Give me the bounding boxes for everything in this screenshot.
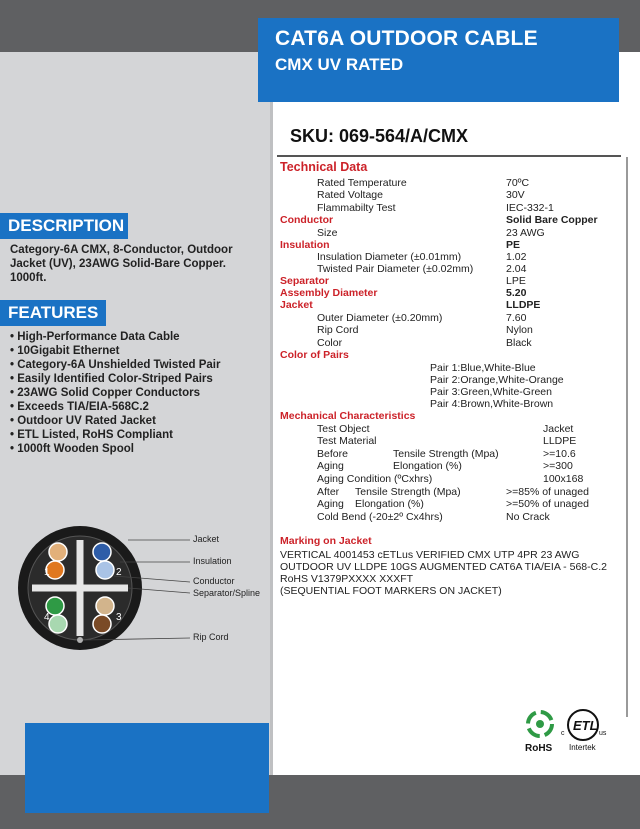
pair-number-2: 2 <box>116 567 122 578</box>
label-separator: Separator/Spline <box>193 588 261 598</box>
conductor-blue <box>93 543 111 561</box>
label-insulation: Insulation <box>193 556 232 566</box>
bottom-blue-block <box>25 723 269 813</box>
spec-label: Rated Temperature <box>317 177 407 189</box>
spec-value: IEC-332-1 <box>506 202 554 214</box>
spec-value: >=300 <box>543 460 573 472</box>
spec-label: Aging <box>317 498 344 510</box>
feature-item: • Category-6A Unshielded Twisted Pair <box>10 358 220 372</box>
conductor-brown <box>93 615 111 633</box>
spec-value: >=10.6 <box>543 448 576 460</box>
page-subtitle: CMX UV RATED <box>275 55 404 74</box>
spec-value: >=50% of unaged <box>506 498 589 510</box>
feature-item: • 10Gigabit Ethernet <box>10 344 220 358</box>
intertek-text: Intertek <box>569 743 596 752</box>
feature-item: • Outdoor UV Rated Jacket <box>10 414 220 428</box>
conductor-white-blue <box>96 561 114 579</box>
marking-line: VERTICAL 4001453 cETLus VERIFIED CMX UTP 4PR 23 AWG <box>280 549 580 561</box>
label-rip-cord: Rip Cord <box>193 632 229 642</box>
feature-item: • ETL Listed, RoHS Compliant <box>10 428 220 442</box>
spec-label: Color <box>317 337 343 349</box>
cable-cross-section-diagram <box>10 520 265 660</box>
spec-label: Rip Cord <box>317 324 359 336</box>
pair-number-4: 4 <box>44 612 50 623</box>
spec-value: 7.60 <box>506 312 527 324</box>
pair-color: Pair 4:Brown,White-Brown <box>430 398 554 410</box>
mechanical-heading: Mechanical Characteristics <box>280 410 416 422</box>
spec-value: 70ºC <box>506 177 530 189</box>
left-divider <box>270 102 273 775</box>
svg-text:ETL: ETL <box>573 718 598 733</box>
spec-value: 1.02 <box>506 251 527 263</box>
title-box <box>258 18 619 102</box>
spec-value: Solid Bare Copper <box>506 214 598 226</box>
marking-line: (SEQUENTIAL FOOT MARKERS ON JACKET) <box>280 585 502 597</box>
spec-label: Size <box>317 227 338 239</box>
spec-label: Aging Condition (ºCxhrs) <box>317 473 433 485</box>
spec-section-label: Jacket <box>280 299 313 311</box>
etl-c-text: c <box>561 730 565 737</box>
spec-value: LLDPE <box>543 435 577 447</box>
spec-value: Black <box>506 337 532 349</box>
spec-value: LPE <box>506 275 526 287</box>
spec-value: 100x168 <box>543 473 584 485</box>
label-jacket: Jacket <box>193 534 220 544</box>
feature-item: • 23AWG Solid Copper Conductors <box>10 386 220 400</box>
page-title: CAT6A OUTDOOR CABLE <box>275 27 538 50</box>
conductor-white-brown <box>96 597 114 615</box>
rip-cord <box>77 637 83 643</box>
spec-label: Before <box>317 448 348 460</box>
sku-divider <box>277 155 621 157</box>
pair-number-3: 3 <box>116 612 122 623</box>
spec-label: Outer Diameter (±0.20mm) <box>317 312 443 324</box>
spec-section-label: Conductor <box>280 214 334 226</box>
spec-section-label: Color of Pairs <box>280 349 349 361</box>
pair-color: Pair 2:Orange,White-Orange <box>430 374 564 386</box>
spec-section-label: Separator <box>280 275 330 287</box>
spec-value: 23 AWG <box>506 227 545 239</box>
spec-label: After <box>317 486 340 498</box>
marking-line: RoHS V1379PXXXX XXXFT <box>280 573 414 585</box>
spec-value: Jacket <box>543 423 574 435</box>
spec-sublabel: Tensile Strength (Mpa) <box>355 486 461 498</box>
spec-label: Twisted Pair Diameter (±0.02mm) <box>317 263 474 275</box>
marking-text <box>280 549 607 597</box>
spec-value: 2.04 <box>506 263 527 275</box>
etl-us-text: us <box>599 730 607 737</box>
pair-number-1: 1 <box>44 567 50 578</box>
spec-value: 5.20 <box>506 287 527 299</box>
marking-line: OUTDOOR UV LLDPE 10GS AUGMENTED CAT6A TIA/EIA - 568-C.2 <box>280 561 607 573</box>
conductor-white-orange <box>49 543 67 561</box>
certification-logos <box>521 707 616 759</box>
marking-heading: Marking on Jacket <box>280 535 372 547</box>
pair-color: Pair 3:Green,White-Green <box>430 386 552 398</box>
spec-sublabel: Tensile Strength (Mpa) <box>393 448 499 460</box>
spec-label: Aging <box>317 460 344 472</box>
tech-heading: Technical Data <box>280 160 368 174</box>
feature-item: • 1000ft Wooden Spool <box>10 442 220 456</box>
spec-label: Test Object <box>317 423 370 435</box>
spec-value: 30V <box>506 189 525 201</box>
spec-value: LLDPE <box>506 299 541 311</box>
spec-value: PE <box>506 239 521 251</box>
spec-sublabel: Elongation (%) <box>393 460 462 472</box>
spec-label: Test Material <box>317 435 377 447</box>
pair-color: Pair 1:Blue,White-Blue <box>430 362 536 374</box>
right-edge-line <box>626 157 628 717</box>
features-list <box>10 330 220 456</box>
rohs-logo-icon <box>525 712 553 754</box>
etl-logo-icon <box>561 710 607 752</box>
spec-label: Cold Bend (-20±2º Cx4hrs) <box>317 511 443 523</box>
spec-sublabel: Elongation (%) <box>355 498 424 510</box>
spec-value: >=85% of unaged <box>506 486 589 498</box>
feature-item: • Easily Identified Color-Striped Pairs <box>10 372 220 386</box>
rohs-text: RoHS <box>525 743 553 754</box>
spec-value: No Crack <box>506 511 550 523</box>
spec-section-label: Assembly Diameter <box>280 287 378 299</box>
label-conductor: Conductor <box>193 576 235 586</box>
feature-item: • High-Performance Data Cable <box>10 330 220 344</box>
spec-value: Nylon <box>506 324 533 336</box>
spec-label: Rated Voltage <box>317 189 383 201</box>
features-heading: FEATURES <box>0 300 106 326</box>
sku-label: SKU: 069-564/A/CMX <box>290 126 469 146</box>
spec-label: Flammabilty Test <box>317 202 396 214</box>
feature-item: • Exceeds TIA/EIA-568C.2 <box>10 400 220 414</box>
spec-label: Insulation Diameter (±0.01mm) <box>317 251 462 263</box>
description-heading: DESCRIPTION <box>0 213 128 239</box>
description-text: Category-6A CMX, 8-Conductor, Outdoor Jacket (UV), 23AWG Solid-Bare Copper. 1000ft. <box>10 244 233 284</box>
conductor-white-green <box>49 615 67 633</box>
spec-section-label: Insulation <box>280 239 330 251</box>
